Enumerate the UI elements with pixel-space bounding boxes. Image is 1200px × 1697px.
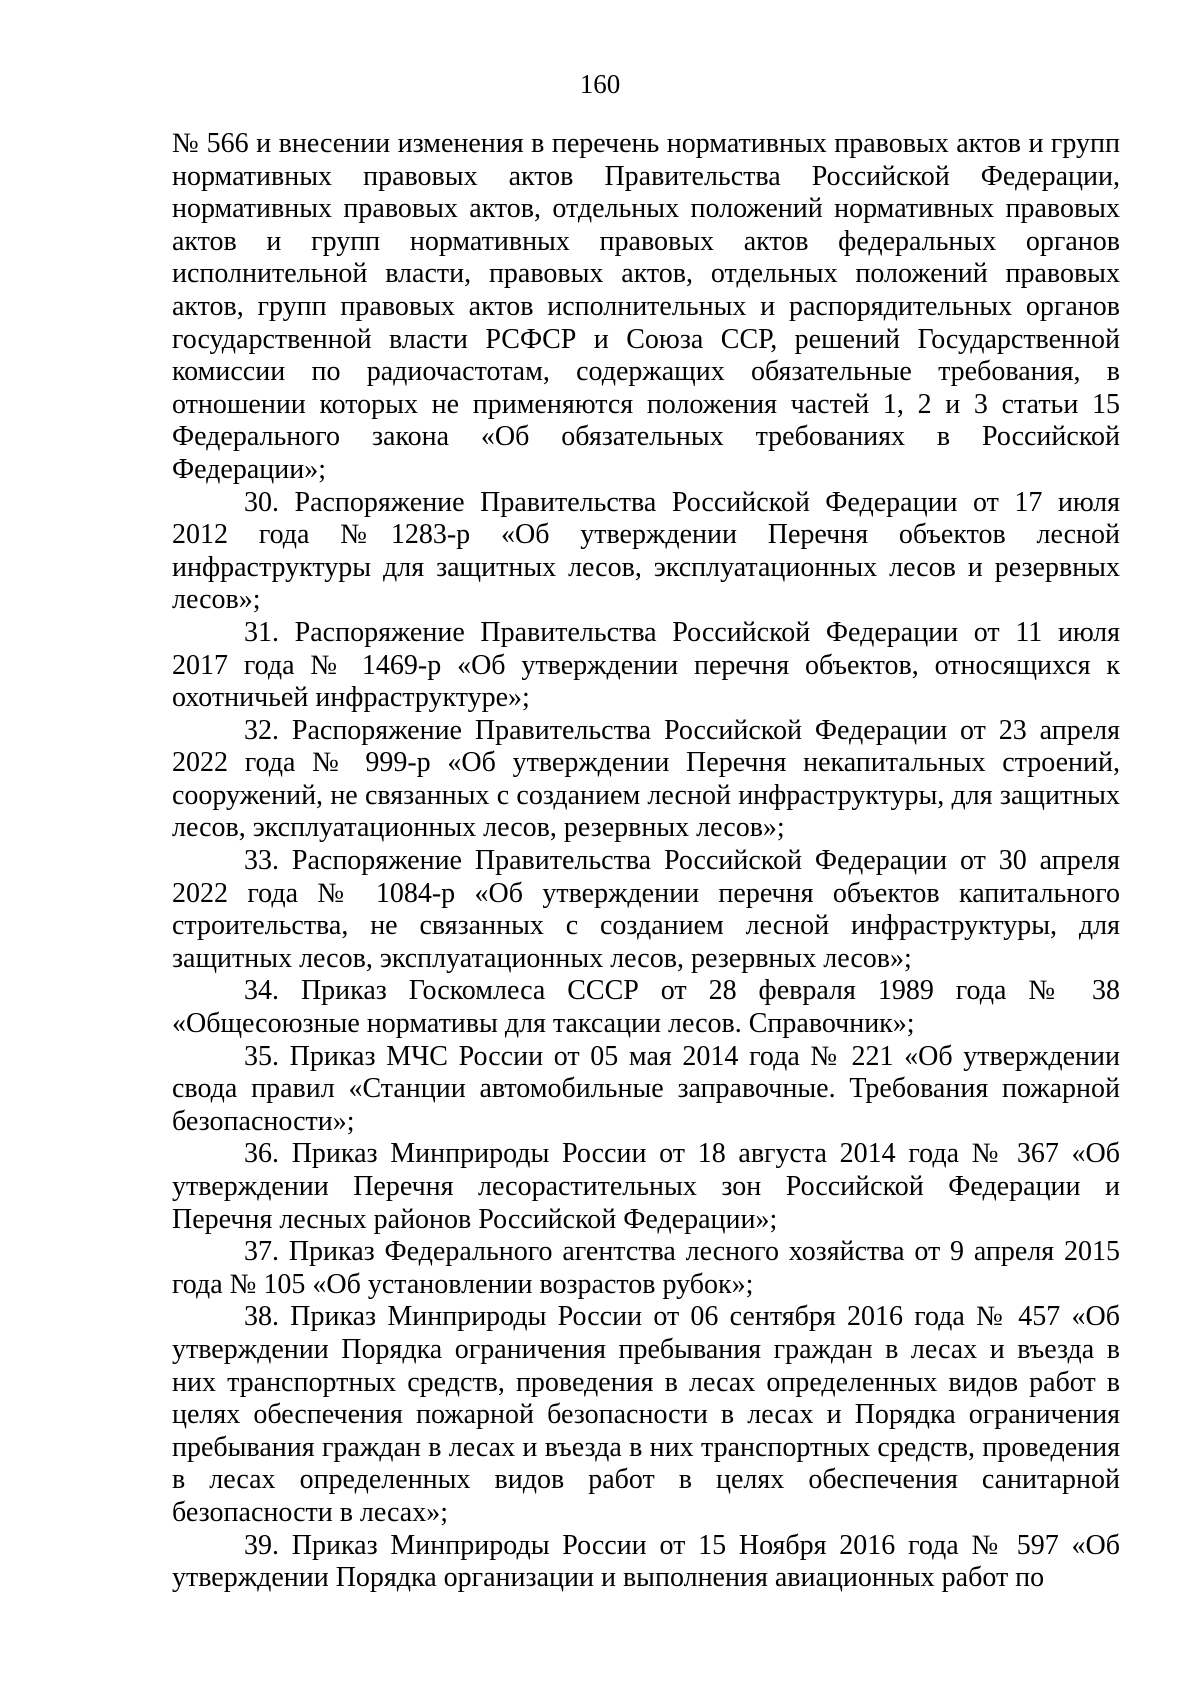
list-item-32: 32. Распоряжение Правительства Российской Федерации от 23 апреля 2022 года № 999-р «Об утверждении Перечня некапитальных строений, сооружений, не связанных с созданием лесной инфраструктуры, для защитных лесов, эксплуатационных лесов, резервных лесов»; <box>172 714 1120 844</box>
list-item-34: 34. Приказ Госкомлеса СССР от 28 февраля 1989 года № 38 «Общесоюзные нормативы для таксации лесов. Справочник»; <box>172 975 1120 1040</box>
list-item-38: 38. Приказ Минприроды России от 06 сентября 2016 года № 457 «Об утверждении Порядка ограничения пребывания граждан в лесах и въезда в них транспортных средств, проведения в лесах определенных видов работ в целях обеспечения пожарной безопасности в лесах и Порядка ограничения пребывания граждан в лесах и въезда в них транспортных средств, проведения в лесах определенных видов работ в целях обеспечения санитарной безопасности в лесах»; <box>172 1301 1120 1528</box>
list-item-35: 35. Приказ МЧС России от 05 мая 2014 года № 221 «Об утверждении свода правил «Станции автомобильные заправочные. Требования пожарной безопасности»; <box>172 1040 1120 1137</box>
page-number: 160 <box>579 69 621 99</box>
list-item-33: 33. Распоряжение Правительства Российской Федерации от 30 апреля 2022 года № 1084-р «Об утверждении перечня объектов капитального строительства, не связанных с созданием лесной инфраструктуры, для защитных лесов, эксплуатационных лесов, резервных лесов»; <box>172 845 1120 974</box>
list-item-39: 39. Приказ Минприроды России от 15 Ноября 2016 года № 597 «Об утверждении Порядка организации и выполнения авиационных работ по <box>172 1529 1120 1594</box>
list-item-30: 30. Распоряжение Правительства Российской Федерации от 17 июля 2012 года №1283-р «Об утверждении Перечня объектов лесной инфраструктуры для защитных лесов, эксплуатационных лесов и резервных лесов»; <box>172 486 1120 616</box>
list-item-36: 36. Приказ Минприроды России от 18 августа 2014 года № 367 «Об утверждении Перечня лесорастительных зон Российской Федерации и Перечня лесных районов Российской Федерации»; <box>172 1138 1120 1235</box>
continuation-paragraph: № 566 и внесении изменения в перечень нормативных правовых актов и групп нормативных правовых актов Правительства Российской Федерации, нормативных правовых актов, отдельных положений нормативных правовых актов и групп нормативных правовых актов федеральных органов исполнительной власти, правовых актов, отдельных положений правовых актов, групп правовых актов исполнительных и распорядительных органов государственной власти РСФСР и Союза ССР, решений Государственной комиссии по радиочастотам, содержащих обязательные требования, в отношении которых не применяются положения частей 1, 2 и 3 статьи 15 Федерального закона «Об обязательных требованиях в Российской Федерации»; <box>172 128 1120 485</box>
list-item-37: 37. Приказ Федерального агентства лесного хозяйства от 9 апреля 2015 года № 105 «Об установлении возрастов рубок»; <box>172 1236 1120 1300</box>
document-body <box>172 128 1120 1595</box>
list-item-31: 31. Распоряжение Правительства Российской Федерации от 11 июля 2017 года № 1469-р «Об утверждении перечня объектов, относящихся к охотничьей инфраструктуре»; <box>172 616 1120 714</box>
